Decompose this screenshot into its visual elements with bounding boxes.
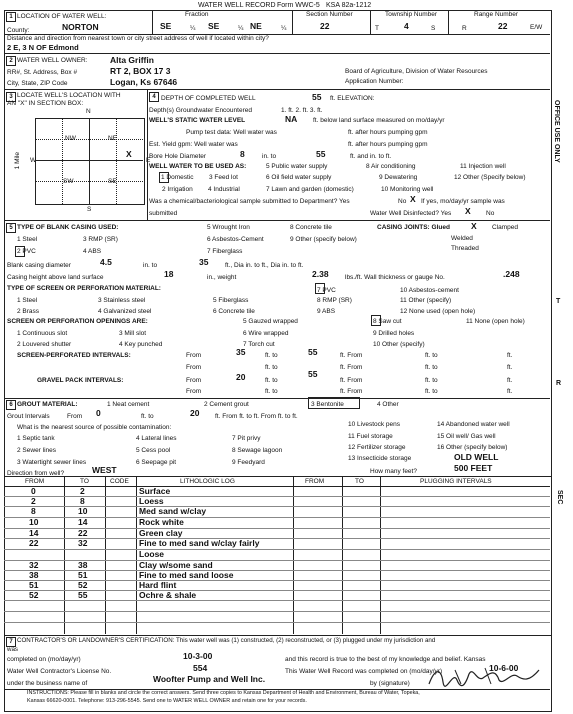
gravel-pack-label: GRAVEL PACK INTERVALS: xyxy=(37,377,124,384)
log-header-plugging: PLUGGING INTERVALS xyxy=(420,478,492,485)
nw-label: NW xyxy=(65,135,76,142)
county-value: NORTON xyxy=(62,22,99,32)
margin-t: T xyxy=(556,298,561,305)
bore-in-to: in. to xyxy=(262,153,277,160)
contam-14: 14 Abandoned water well xyxy=(437,421,510,428)
log-row-rule xyxy=(4,549,550,550)
perf-7: 7 Torch cut xyxy=(243,341,275,348)
contam-5: 5 Cess pool xyxy=(136,447,171,454)
log-row-rule xyxy=(4,538,550,539)
owner-label: WATER WELL OWNER: xyxy=(17,57,88,64)
joints-clamped: Clamped xyxy=(492,224,519,231)
signature xyxy=(425,664,545,690)
sw-label: SW xyxy=(63,178,74,185)
sp-to-row2b: ft. to xyxy=(425,364,438,371)
submitted-label: submitted xyxy=(149,210,178,217)
use-3: 3 Feed lot xyxy=(209,174,238,181)
quarter-mark: ¼ xyxy=(238,25,244,32)
log-to: 8 xyxy=(80,496,85,506)
range-r: R xyxy=(462,25,467,32)
license-tail: This Water Well Record was completed on (mo/day/yr) xyxy=(285,668,443,675)
south-label: S xyxy=(87,206,92,213)
contamination-label: What is the nearest source of possible contamination: xyxy=(17,424,172,431)
perf-5: 5 Gauzed wrapped xyxy=(243,318,298,325)
static-label: WELL'S STATIC WATER LEVEL xyxy=(149,117,246,124)
gp-from-row2: From xyxy=(186,388,202,395)
use-6: 6 Oil field water supply xyxy=(266,174,332,181)
joints-welded: Welded xyxy=(451,235,473,242)
certification-was: was xyxy=(7,646,19,653)
range-label: Range Number xyxy=(474,11,519,18)
log-from: 32 xyxy=(29,560,39,570)
gauge-value: .248 xyxy=(503,269,520,279)
use-4: 4 Industrial xyxy=(208,186,240,193)
bore-tail: ft. and in. to ft. xyxy=(350,153,392,160)
gp-from-label: From xyxy=(186,377,202,384)
log-litho: Green clay xyxy=(139,528,183,538)
log-row-rule xyxy=(4,506,550,507)
log-to: 10 xyxy=(78,506,88,516)
bore-to-value: 55 xyxy=(316,149,326,159)
height-label: Casing height above land surface xyxy=(7,274,104,281)
sp-from-row2b: ft. From xyxy=(340,364,363,371)
log-from: 0 xyxy=(31,486,36,496)
log-from: 10 xyxy=(29,517,39,527)
sp-from-2: ft. From xyxy=(340,352,363,359)
screen-4: 4 Galvanized steel xyxy=(98,308,152,315)
log-row-rule xyxy=(4,517,550,518)
log-row-rule xyxy=(4,528,550,529)
city-label: City, State, ZIP Code xyxy=(7,80,68,87)
log-header-litho: LITHOLOGIC LOG xyxy=(180,478,235,485)
contam-2: 2 Sewer lines xyxy=(17,447,57,454)
se-label: SE xyxy=(108,178,117,185)
screen-12: 12 None used (open hole) xyxy=(400,308,476,315)
quarter-mark: ¼ xyxy=(190,25,196,32)
north-label: N xyxy=(86,108,91,115)
pump-test-label: Pump test data: Well water was xyxy=(186,129,277,136)
chem-tail: If yes, mo/day/yr sample was xyxy=(421,198,505,205)
log-from: 14 xyxy=(29,528,39,538)
locate-label-2: AN "X" IN SECTION BOX: xyxy=(7,100,84,107)
contam-4: 4 Lateral lines xyxy=(136,435,177,442)
application-label: Application Number: xyxy=(345,78,404,85)
margin-r: R xyxy=(556,380,562,387)
casing-6: 6 Asbestos-Cement xyxy=(207,236,264,243)
log-row-rule xyxy=(4,622,550,623)
height-value: 18 xyxy=(164,269,174,279)
grout-tail: ft. From ft. to ft. From ft. to ft. xyxy=(215,413,298,420)
screen-pvc-circle xyxy=(315,283,325,294)
quarter-mark: ¼ xyxy=(281,25,287,32)
contam-3: 3 Watertight sewer lines xyxy=(17,459,87,466)
casing-1: 1 Steel xyxy=(17,236,38,243)
grout-1: 1 Neat cement xyxy=(107,401,150,408)
sp-from-value: 35 xyxy=(236,347,246,357)
form-title: WATER WELL RECORD xyxy=(198,2,276,9)
depth-value: 55 xyxy=(312,92,322,102)
log-from: 52 xyxy=(29,590,39,600)
perf-10: 10 Other (specify) xyxy=(373,341,425,348)
quarter-2: SE xyxy=(208,21,220,31)
log-row-rule xyxy=(4,590,550,591)
divider xyxy=(292,10,293,34)
direction-label: Direction from well? xyxy=(7,470,65,477)
groundwater-label: Depth(s) Groundwater Encountered xyxy=(149,107,252,114)
grout-to-value: 20 xyxy=(190,408,200,418)
section-mid-v xyxy=(89,118,90,204)
west-label: W xyxy=(30,157,37,164)
casing-9: 9 Other (specify below) xyxy=(290,236,357,243)
locate-label: LOCATE WELL'S LOCATION WITH xyxy=(17,92,121,99)
joints-glued-mark: X xyxy=(471,221,477,231)
well-location-mark: X xyxy=(126,149,132,159)
perf-8: 8 Saw cut xyxy=(373,318,402,325)
contam-7: 7 Pit privy xyxy=(232,435,261,442)
contam-12: 12 Fertilizer storage xyxy=(348,444,406,451)
completed-label: completed on (mo/day/yr) xyxy=(7,656,81,663)
section-2-number: 2 xyxy=(6,56,16,66)
direction-value: WEST xyxy=(92,465,117,475)
range-value: 22 xyxy=(498,21,508,31)
grout-label: GROUT MATERIAL: xyxy=(17,401,78,408)
use-label: WELL WATER TO BE USED AS: xyxy=(149,163,247,170)
perf-11: 11 None (open hole) xyxy=(466,318,525,325)
perf-4: 4 Key punched xyxy=(119,341,163,348)
screen-1: 1 Steel xyxy=(17,297,38,304)
use-11: 11 Injection well xyxy=(460,163,506,170)
completed-tail: and this record is true to the best of my knowledge and belief. Kansas xyxy=(285,656,486,663)
use-5: 5 Public water supply xyxy=(266,163,328,170)
county-label: County: xyxy=(7,27,30,34)
screen-10: 10 Asbestos-cement xyxy=(400,287,459,294)
section-grid xyxy=(116,118,117,204)
disinfected-no: No xyxy=(486,210,495,217)
quarter-1: SE xyxy=(160,21,172,31)
township-label: Township Number xyxy=(385,11,438,18)
how-many-value: 500 FEET xyxy=(454,463,493,473)
log-table xyxy=(4,476,552,636)
sp-to-value: 55 xyxy=(308,347,318,357)
section-7-number: 7 xyxy=(6,637,16,647)
casing-5: 5 Wrought Iron xyxy=(207,224,250,231)
height-mid: in., weight xyxy=(207,274,237,281)
groundwater-values: 1. ft. 2. ft. 3. ft. xyxy=(281,107,323,114)
log-to: 51 xyxy=(78,570,88,580)
gp-ft-row2: ft. xyxy=(507,388,513,395)
ne-label: NE xyxy=(108,135,118,142)
grout-intervals-label: Grout Intervals xyxy=(7,413,50,420)
casing-3: 3 RMP (SR) xyxy=(83,236,118,243)
section-3-number: 3 xyxy=(6,92,16,102)
gp-to-value: 55 xyxy=(308,369,318,379)
distance-label: Distance and direction from nearest town or city street address of well if located within city? xyxy=(7,35,269,42)
log-from: 22 xyxy=(29,538,39,548)
gp-from-2: ft. From xyxy=(340,377,363,384)
license-label: Water Well Contractor's License No. xyxy=(7,668,112,675)
township-s: S xyxy=(431,25,436,32)
perf-2: 2 Louvered shutter xyxy=(17,341,72,348)
log-row-rule xyxy=(4,570,550,571)
address-value: RT 2, BOX 17 3 xyxy=(110,66,171,76)
rule xyxy=(4,220,550,221)
log-to: 32 xyxy=(78,538,88,548)
casing-label: TYPE OF BLANK CASING USED: xyxy=(17,224,119,231)
sp-to-row2: ft. to xyxy=(265,364,278,371)
weight-tail: lbs./ft. Wall thickness or gauge No. xyxy=(345,274,445,281)
city-value: Logan, Ks 67646 xyxy=(110,77,178,87)
joints-label: CASING JOINTS: Glued xyxy=(377,224,450,231)
rule xyxy=(4,398,550,399)
distance-value: 2 E, 3 N OF Edmond xyxy=(7,43,79,52)
divider xyxy=(152,10,153,34)
location-label: LOCATION OF WATER WELL: xyxy=(17,13,107,20)
gp-to-row2: ft. to xyxy=(265,388,278,395)
sp-from-label: From xyxy=(186,352,202,359)
section-number-label: Section Number xyxy=(306,11,353,18)
contam-10: 10 Livestock pens xyxy=(348,421,401,428)
diameter-label: Blank casing diameter xyxy=(7,262,71,269)
perforation-label: SCREEN OR PERFORATION OPENINGS ARE: xyxy=(7,318,148,325)
bore-value: 8 xyxy=(240,149,245,159)
range-ew: E/W xyxy=(530,24,543,31)
screen-6: 6 Concrete tile xyxy=(213,308,255,315)
contam-9: 9 Feedyard xyxy=(232,459,265,466)
use-1: 1 Domestic xyxy=(161,174,194,181)
ksa-reference: KSA 82a-1212 xyxy=(326,2,372,9)
grout-2: 2 Cement grout xyxy=(204,401,249,408)
depth-label: DEPTH OF COMPLETED WELL xyxy=(161,95,256,102)
township-t: T xyxy=(375,25,379,32)
log-row-rule xyxy=(4,580,550,581)
elevation-label: ft. ELEVATION: xyxy=(330,95,375,102)
rule xyxy=(4,53,550,54)
gp-ft: ft. xyxy=(507,377,513,384)
quarter-3: NE xyxy=(250,21,262,31)
divider xyxy=(370,10,371,34)
sp-to-2: ft. to xyxy=(425,352,438,359)
gp-to-2: ft. to xyxy=(425,377,438,384)
contam-15: 15 Oil well/ Gas well xyxy=(437,433,496,440)
log-litho: Hard flint xyxy=(139,580,177,590)
log-to: 2 xyxy=(80,486,85,496)
perf-1: 1 Continuous slot xyxy=(17,330,68,337)
casing-8: 8 Concrete tile xyxy=(290,224,332,231)
use-8: 8 Air conditioning xyxy=(366,163,416,170)
static-value: NA xyxy=(285,114,298,124)
screen-5: 5 Fiberglass xyxy=(213,297,249,304)
signature-label: by (signature) xyxy=(370,680,410,687)
use-9: 9 Dewatering xyxy=(379,174,418,181)
gp-from-row2b: ft. From xyxy=(340,388,363,395)
log-row-rule xyxy=(4,611,550,612)
use-2: 2 Irrigation xyxy=(162,186,193,193)
section-4-number: 4 xyxy=(149,92,159,102)
log-to: 22 xyxy=(78,528,88,538)
mile-label: 1 Mile xyxy=(14,152,21,170)
diameter-tail: ft., Dia in. to ft., Dia in. to ft. xyxy=(225,262,304,269)
license-value: 554 xyxy=(193,663,208,673)
screen-2: 2 Brass xyxy=(17,308,40,315)
diameter-value: 4.5 xyxy=(100,257,112,267)
owner-value: Alta Griffin xyxy=(110,55,154,65)
log-header-to-2: TO xyxy=(355,478,364,485)
log-litho: Loess xyxy=(139,496,164,506)
certification-label: CONTRACTOR'S OR LANDOWNER'S CERTIFICATION: This water well was (1) constructed, (2) reconstructed, or (3) plugged under my jurisdiction and xyxy=(17,637,436,644)
margin-sec: SEC xyxy=(556,490,563,505)
board-text: Board of Agriculture, Division of Water Resources xyxy=(345,68,488,75)
yield-tail: ft. after hours pumping gpm xyxy=(348,141,428,148)
perf-9: 9 Drilled holes xyxy=(373,330,415,337)
use-10: 10 Monitoring well xyxy=(381,186,434,193)
log-row-rule xyxy=(4,496,550,497)
instructions-line-2: Kansas 66620-0001. Telephone: 913-296-5545. Send one to WATER WELL OWNER and retain one for your records. xyxy=(27,698,307,704)
form-number: Form WWC-5 xyxy=(277,2,320,9)
log-header-from: FROM xyxy=(25,478,45,485)
use-7: 7 Lawn and garden (domestic) xyxy=(266,186,354,193)
section-6-number: 6 xyxy=(6,400,16,410)
screen-label: TYPE OF SCREEN OR PERFORATION MATERIAL: xyxy=(7,285,161,292)
section-box xyxy=(35,118,145,205)
east-label: E xyxy=(146,157,151,164)
screen-7: 7 PVC xyxy=(317,287,336,294)
disinfected-yes-mark: X xyxy=(465,206,471,216)
bore-label: Bore Hole Diameter xyxy=(149,153,207,160)
log-to: 14 xyxy=(78,517,88,527)
section-5-number: 5 xyxy=(6,223,16,233)
chem-no-mark: X xyxy=(410,194,416,204)
grout-3: 3 Bentonite xyxy=(311,401,344,408)
grout-to-label: ft. to xyxy=(141,413,154,420)
contam-13: 13 Insecticide storage xyxy=(348,455,412,462)
office-use-only: OFFICE USE ONLY xyxy=(553,100,560,163)
sp-ft-row2: ft. xyxy=(507,364,513,371)
pump-test-tail: ft. after hours pumping gpm xyxy=(348,129,428,136)
section-3-divider xyxy=(146,89,151,220)
log-to: 55 xyxy=(78,590,88,600)
sp-ft: ft. xyxy=(507,352,513,359)
log-from: 51 xyxy=(29,580,39,590)
log-litho: Med sand w/clay xyxy=(139,506,207,516)
contam-11: 11 Fuel storage xyxy=(348,433,393,440)
contam-8: 8 Sewage lagoon xyxy=(232,447,283,454)
gp-to-label: ft. to xyxy=(265,377,278,384)
chem-label: Was a chemical/bacteriological sample submitted to Department? Yes xyxy=(149,198,350,205)
joints-threaded: Threaded xyxy=(451,245,479,252)
business-value: Woofter Pump and Well Inc. xyxy=(153,674,266,684)
screen-11: 11 Other (specify) xyxy=(400,297,452,304)
grout-from-label: From xyxy=(67,413,83,420)
log-litho: Surface xyxy=(139,486,171,496)
address-label: RR#, St. Address, Box # xyxy=(7,69,78,76)
log-to: 52 xyxy=(78,580,88,590)
log-to: 38 xyxy=(78,560,88,570)
rule xyxy=(4,89,550,90)
screen-3: 3 Stainless steel xyxy=(98,297,146,304)
log-header-to: TO xyxy=(80,478,89,485)
section-grid xyxy=(35,181,143,182)
section-grid xyxy=(35,139,143,140)
log-litho: Rock white xyxy=(139,517,184,527)
log-litho: Fine to med sand loose xyxy=(139,570,234,580)
log-litho: Ochre & shale xyxy=(139,590,197,600)
log-from: 8 xyxy=(31,506,36,516)
record-date-value: 10-6-00 xyxy=(489,663,519,673)
diameter-to-value: 35 xyxy=(199,257,209,267)
section-mid-h xyxy=(35,160,143,161)
grout-from-value: 0 xyxy=(96,408,101,418)
log-litho: Clay w/some sand xyxy=(139,560,213,570)
gp-from-value: 20 xyxy=(236,372,246,382)
township-value: 4 xyxy=(404,21,409,31)
chem-no: No xyxy=(398,198,407,205)
section-number-value: 22 xyxy=(320,21,330,31)
casing-2: 2 PVC xyxy=(17,248,36,255)
static-tail: ft. below land surface measured on mo/day/yr xyxy=(313,117,445,124)
use-12: 12 Other (Specify below) xyxy=(454,174,526,181)
business-label: under the business name of xyxy=(7,680,88,687)
instructions-line-1: INSTRUCTIONS: Please fill in blanks and circle the correct answers. Send three copies to Kansas Department of Health and Environment, Bureau of Water, Topeka, xyxy=(27,690,420,696)
casing-4: 4 ABS xyxy=(83,248,102,255)
log-litho: Loose xyxy=(139,549,165,559)
contam-1: 1 Septic tank xyxy=(17,435,55,442)
sp-to-label: ft. to xyxy=(265,352,278,359)
log-row-rule xyxy=(4,560,550,561)
perf-6: 6 Wire wrapped xyxy=(243,330,289,337)
screen-9: 9 ABS xyxy=(317,308,336,315)
completed-value: 10-3-00 xyxy=(183,651,213,661)
fraction-label: Fraction xyxy=(185,11,209,18)
weight-value: 2.38 xyxy=(312,269,329,279)
contam-16: 16 Other (specify below) xyxy=(437,444,508,451)
yield-label: Est. Yield gpm: Well water was xyxy=(149,141,238,148)
grout-4: 4 Other xyxy=(377,401,399,408)
log-row-rule xyxy=(4,600,550,601)
perf-3: 3 Mill slot xyxy=(119,330,147,337)
casing-7: 7 Fiberglass xyxy=(207,248,243,255)
contam-6: 6 Seepage pit xyxy=(136,459,177,466)
log-header-from-2: FROM xyxy=(305,478,325,485)
screen-intervals-label: SCREEN-PERFORATED INTERVALS: xyxy=(17,352,131,359)
diameter-in-to: in. to xyxy=(143,262,158,269)
sp-from-row2: From xyxy=(186,364,202,371)
log-header-code: CODE xyxy=(110,478,129,485)
screen-8: 8 RMP (SR) xyxy=(317,297,352,304)
disinfected-label: Water Well Disinfected? Yes xyxy=(370,210,452,217)
section-1-number: 1 xyxy=(6,12,16,22)
log-litho: Fine to med sand w/clay fairly xyxy=(139,538,260,548)
log-from: 38 xyxy=(29,570,39,580)
divider xyxy=(448,10,449,34)
contam-other-value: OLD WELL xyxy=(454,452,499,462)
gp-to-row2b: ft. to xyxy=(425,388,438,395)
how-many-label: How many feet? xyxy=(370,468,417,475)
section-grid xyxy=(62,118,63,204)
log-from: 2 xyxy=(31,496,36,506)
log-header-rule xyxy=(4,486,550,487)
